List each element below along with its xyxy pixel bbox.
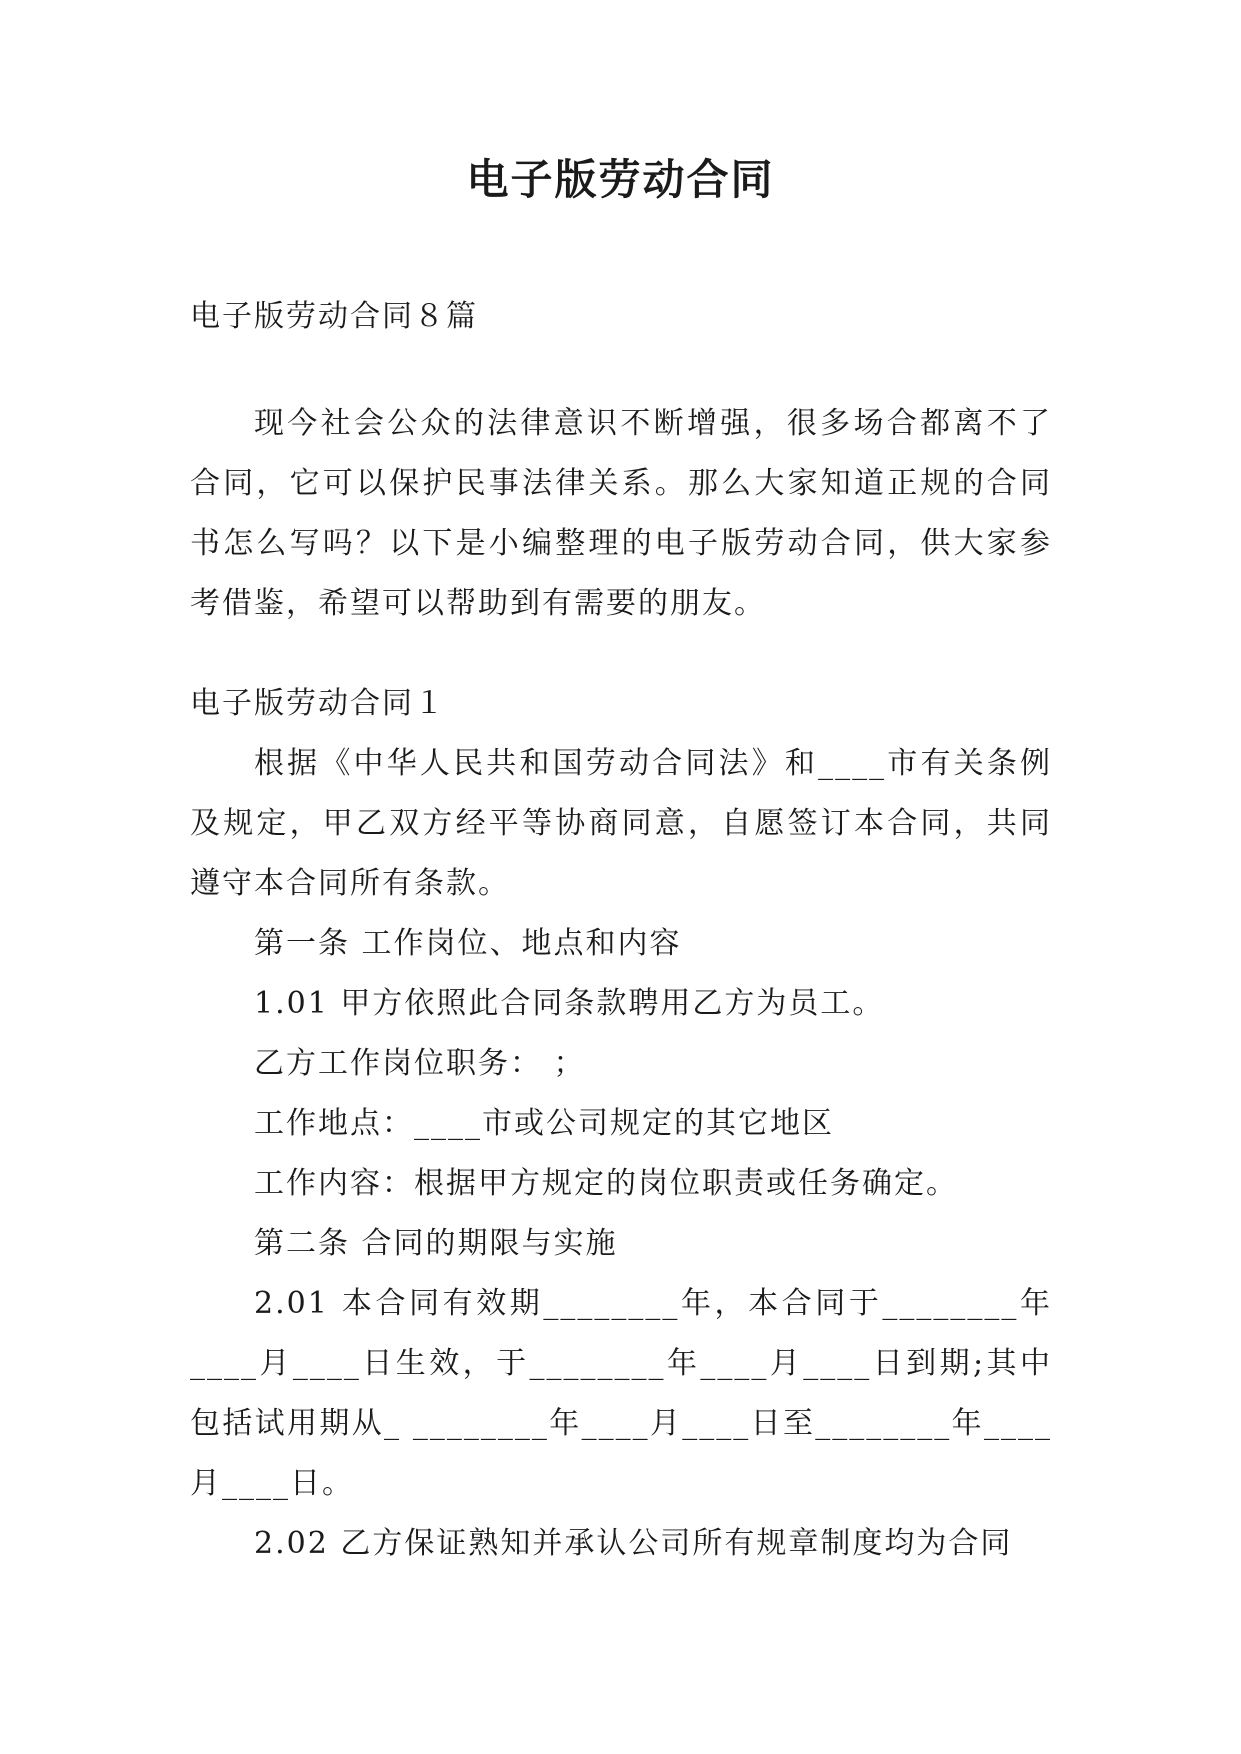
section-heading: 电子版劳动合同１ <box>190 686 446 721</box>
document-subtitle: 电子版劳动合同８篇 <box>190 299 478 334</box>
clause-1-01: 1.01 甲方依照此合同条款聘用乙方为员工。 <box>254 986 885 1021</box>
document-body <box>190 287 1052 1574</box>
clause-2-02: 2.02 乙方保证熟知并承认公司所有规章制度均为合同 <box>254 1526 1013 1561</box>
clause-2-01: 2.01 本合同有效期________年，本合同于________年____月____日生效，于________年____月____日到期;其中包括试用期从_ ________年____月____日至________年____月____日。 <box>190 1286 1052 1501</box>
article-two-heading: 第二条 合同的期限与实施 <box>254 1226 618 1261</box>
article-one-heading: 第一条 工作岗位、地点和内容 <box>254 926 682 961</box>
contract-preamble: 根据《中华人民共和国劳动合同法》和____市有关条例及规定，甲乙双方经平等协商同意，自愿签订本合同，共同遵守本合同所有条款。 <box>190 746 1052 901</box>
job-position-line: 乙方工作岗位职务： ； <box>254 1046 586 1081</box>
intro-paragraph: 现今社会公众的法律意识不断增强，很多场合都离不了合同，它可以保护民事法律关系。那么大家知道正规的合同书怎么写吗？以下是小编整理的电子版劳动合同，供大家参考借鉴，希望可以帮助到有需要的朋友。 <box>190 406 1052 621</box>
work-location-line: 工作地点：____市或公司规定的其它地区 <box>254 1106 834 1141</box>
document-title: 电子版劳动合同 <box>466 155 775 204</box>
work-content-line: 工作内容：根据甲方规定的岗位职责或任务确定。 <box>254 1166 958 1201</box>
